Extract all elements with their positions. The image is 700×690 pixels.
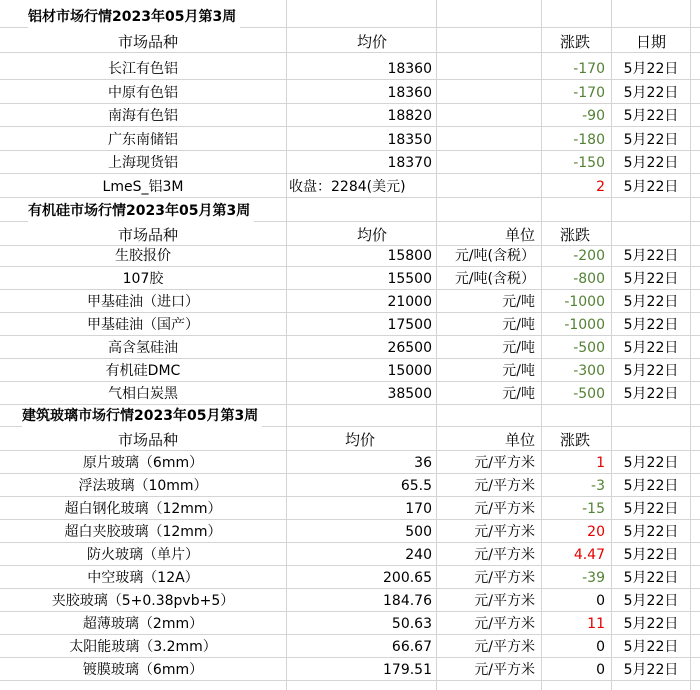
table-row bbox=[0, 105, 700, 127]
commodity-name: 超白钢化玻璃（12mm） bbox=[64, 501, 222, 517]
price-unit: 元/吨(含税） bbox=[454, 271, 535, 287]
date: 5月22日 bbox=[623, 61, 679, 77]
date: 5月22日 bbox=[623, 547, 679, 563]
date: 5月22日 bbox=[623, 294, 679, 310]
price-unit: 元/吨 bbox=[502, 317, 535, 333]
price-unit: 元/平方米 bbox=[474, 639, 535, 655]
price-change: 0 bbox=[596, 639, 605, 655]
date: 5月22日 bbox=[623, 386, 679, 402]
header-row bbox=[0, 224, 700, 246]
average-price: 18360 bbox=[387, 61, 432, 77]
price-change: -90 bbox=[582, 108, 605, 124]
header-unit: 单位 bbox=[504, 431, 535, 449]
average-price: 18820 bbox=[387, 108, 432, 124]
price-change: 1 bbox=[596, 455, 605, 471]
average-price: 收盘：2284(美元) bbox=[289, 178, 406, 195]
glass-section-title: 建筑玻璃市场行情2023年05月第3周 bbox=[22, 405, 262, 427]
commodity-name: 生胶报价 bbox=[115, 248, 171, 264]
table-row bbox=[0, 636, 700, 658]
commodity-name: 107胶 bbox=[122, 271, 164, 287]
commodity-name: 原片玻璃（6mm） bbox=[82, 455, 204, 471]
price-change: -200 bbox=[573, 248, 605, 264]
average-price: 17500 bbox=[387, 317, 432, 333]
date: 5月22日 bbox=[623, 455, 679, 471]
section-title-row bbox=[0, 200, 700, 222]
date: 5月22日 bbox=[623, 84, 679, 101]
header-change: 涨跌 bbox=[560, 33, 591, 51]
date: 5月22日 bbox=[623, 271, 679, 287]
price-change: -1000 bbox=[564, 317, 605, 333]
table-row bbox=[0, 176, 700, 198]
header-price: 均价 bbox=[357, 33, 388, 51]
price-change: 0 bbox=[596, 662, 605, 678]
commodity-name: 高含氢硅油 bbox=[108, 340, 178, 356]
date: 5月22日 bbox=[623, 662, 679, 678]
table-row bbox=[0, 544, 700, 566]
average-price: 18370 bbox=[387, 155, 432, 171]
table-row bbox=[0, 383, 700, 405]
price-unit: 元/平方米 bbox=[474, 616, 535, 632]
average-price: 240 bbox=[405, 547, 432, 563]
average-price: 15500 bbox=[387, 271, 432, 287]
section-title-row bbox=[0, 405, 700, 427]
commodity-name: 防火玻璃（单片） bbox=[87, 547, 199, 563]
average-price: 500 bbox=[405, 524, 432, 540]
price-unit: 元/平方米 bbox=[474, 662, 535, 678]
average-price: 66.67 bbox=[391, 639, 432, 655]
average-price: 179.51 bbox=[383, 662, 432, 678]
commodity-name: 镀膜玻璃（6mm） bbox=[82, 662, 204, 678]
date: 5月22日 bbox=[623, 593, 679, 609]
header-unit: 单位 bbox=[504, 226, 535, 244]
commodity-name: 甲基硅油（进口） bbox=[87, 294, 199, 310]
average-price: 36 bbox=[414, 455, 432, 471]
table-row bbox=[0, 152, 700, 174]
price-change: -39 bbox=[582, 570, 605, 586]
date: 5月22日 bbox=[623, 639, 679, 655]
header-name: 市场品种 bbox=[117, 226, 178, 244]
average-price: 200.65 bbox=[383, 570, 432, 586]
commodity-name: 上海现货铝 bbox=[108, 155, 178, 171]
table-row bbox=[0, 245, 700, 267]
average-price: 65.5 bbox=[400, 478, 432, 494]
date: 5月22日 bbox=[623, 570, 679, 586]
header-name: 市场品种 bbox=[117, 431, 178, 449]
header-change: 涨跌 bbox=[560, 226, 591, 244]
average-price: 18360 bbox=[387, 84, 432, 101]
price-unit: 元/平方米 bbox=[474, 593, 535, 609]
table-row bbox=[0, 613, 700, 635]
price-change: 4.47 bbox=[573, 547, 605, 563]
commodity-name: 超白夹胶玻璃（12mm） bbox=[64, 524, 222, 540]
silicone-section-title: 有机硅市场行情2023年05月第3周 bbox=[28, 200, 254, 222]
date: 5月22日 bbox=[623, 478, 679, 494]
commodity-name: 超薄玻璃（2mm） bbox=[82, 616, 204, 632]
header-name: 市场品种 bbox=[117, 33, 178, 51]
price-change: -3 bbox=[591, 478, 605, 494]
price-change: 0 bbox=[596, 593, 605, 609]
average-price: 18350 bbox=[387, 131, 432, 148]
price-change: -1000 bbox=[564, 294, 605, 310]
price-unit: 元/吨 bbox=[502, 340, 535, 356]
table-row bbox=[0, 590, 700, 612]
price-change: 2 bbox=[596, 178, 605, 195]
average-price: 26500 bbox=[387, 340, 432, 356]
commodity-name: 中原有色铝 bbox=[108, 84, 178, 101]
date: 5月22日 bbox=[623, 155, 679, 171]
price-change: -500 bbox=[573, 386, 605, 402]
price-change: 11 bbox=[587, 616, 605, 632]
price-unit: 元/平方米 bbox=[474, 570, 535, 586]
commodity-name: 太阳能玻璃（3.2mm） bbox=[69, 639, 217, 655]
average-price: 50.63 bbox=[391, 616, 432, 632]
price-change: -150 bbox=[573, 155, 605, 171]
date: 5月22日 bbox=[623, 178, 679, 195]
commodity-name: 中空玻璃（12A） bbox=[87, 570, 199, 586]
commodity-name: 广东南储铝 bbox=[108, 131, 178, 148]
table-row bbox=[0, 291, 700, 313]
table-row bbox=[0, 567, 700, 589]
commodity-name: LmeS_铝3M bbox=[102, 178, 184, 195]
table-row bbox=[0, 268, 700, 290]
header-price: 均价 bbox=[357, 226, 388, 244]
price-change: -300 bbox=[573, 363, 605, 379]
average-price: 184.76 bbox=[383, 593, 432, 609]
date: 5月22日 bbox=[623, 317, 679, 333]
price-unit: 元/平方米 bbox=[474, 455, 535, 471]
commodity-name: 南海有色铝 bbox=[108, 108, 178, 124]
commodity-name: 甲基硅油（国产） bbox=[87, 317, 199, 333]
table-row bbox=[0, 360, 700, 382]
price-unit: 元/平方米 bbox=[474, 478, 535, 494]
aluminum-section-title: 铝材市场行情2023年05月第3周 bbox=[28, 6, 240, 28]
price-change: -500 bbox=[573, 340, 605, 356]
commodity-name: 浮法玻璃（10mm） bbox=[78, 478, 208, 494]
average-price: 38500 bbox=[387, 386, 432, 402]
average-price: 15000 bbox=[387, 363, 432, 379]
date: 5月22日 bbox=[623, 340, 679, 356]
date: 5月22日 bbox=[623, 131, 679, 148]
commodity-name: 有机硅DMC bbox=[105, 363, 181, 379]
price-change: -180 bbox=[573, 131, 605, 148]
price-change: -170 bbox=[573, 84, 605, 101]
date: 5月22日 bbox=[623, 524, 679, 540]
table-row bbox=[0, 82, 700, 104]
price-unit: 元/吨 bbox=[502, 386, 535, 402]
header-change: 涨跌 bbox=[560, 431, 591, 449]
header-row bbox=[0, 429, 700, 451]
table-row bbox=[0, 314, 700, 336]
price-unit: 元/平方米 bbox=[474, 524, 535, 540]
table-row bbox=[0, 129, 700, 151]
header-row bbox=[0, 31, 700, 53]
table-row bbox=[0, 498, 700, 520]
date: 5月22日 bbox=[623, 363, 679, 379]
table-row bbox=[0, 58, 700, 80]
average-price: 21000 bbox=[387, 294, 432, 310]
date: 5月22日 bbox=[623, 248, 679, 264]
commodity-name: 长江有色铝 bbox=[108, 61, 178, 77]
price-unit: 元/吨 bbox=[502, 294, 535, 310]
price-change: -170 bbox=[573, 61, 605, 77]
date: 5月22日 bbox=[623, 108, 679, 124]
average-price: 170 bbox=[405, 501, 432, 517]
commodity-name: 气相白炭黑 bbox=[108, 386, 178, 402]
date: 5月22日 bbox=[623, 501, 679, 517]
header-date: 日期 bbox=[635, 33, 666, 51]
table-row bbox=[0, 452, 700, 474]
section-title-row bbox=[0, 6, 700, 28]
price-unit: 元/吨(含税） bbox=[454, 248, 535, 264]
price-unit: 元/平方米 bbox=[474, 501, 535, 517]
table-row bbox=[0, 337, 700, 359]
date: 5月22日 bbox=[623, 616, 679, 632]
price-change: -15 bbox=[582, 501, 605, 517]
average-price: 15800 bbox=[387, 248, 432, 264]
table-row bbox=[0, 659, 700, 681]
table-row bbox=[0, 475, 700, 497]
price-change: 20 bbox=[587, 524, 605, 540]
table-row bbox=[0, 521, 700, 543]
price-unit: 元/平方米 bbox=[474, 547, 535, 563]
commodity-name: 夹胶玻璃（5+0.38pvb+5） bbox=[51, 593, 235, 609]
price-unit: 元/吨 bbox=[502, 363, 535, 379]
header-price: 均价 bbox=[345, 431, 376, 449]
price-change: -800 bbox=[573, 271, 605, 287]
